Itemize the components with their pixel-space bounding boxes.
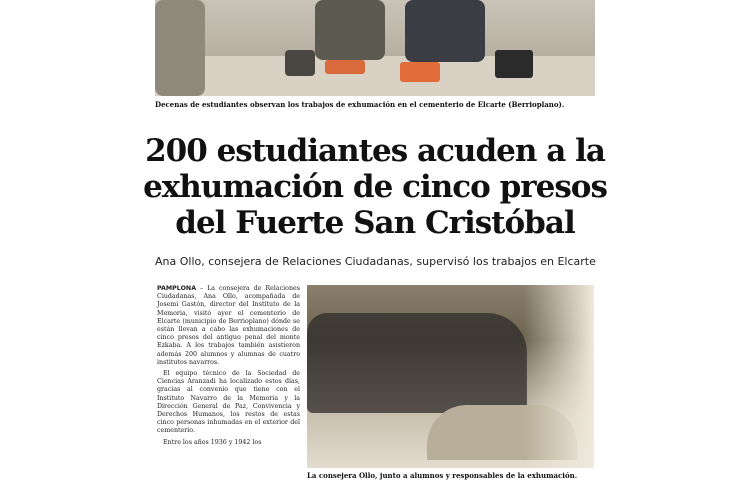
headline-line: del Fuerte San Cristóbal	[175, 205, 575, 241]
dateline: PAMPLONA	[157, 285, 197, 292]
headline-line: 200 estudiantes acuden a la	[145, 133, 605, 169]
top-photo-caption: Decenas de estudiantes observan los trabajos de exhumación en el cementerio de Elcarte (Berrioplano).	[155, 100, 565, 109]
subheadline: Ana Ollo, consejera de Relaciones Ciudadanas, supervisó los trabajos en Elcarte	[155, 255, 596, 268]
main-photo	[307, 285, 594, 468]
top-photo	[155, 0, 595, 96]
article-paragraph: PAMPLONA – La consejera de Relaciones Ciudadanas, Ana Ollo, acompañada de Josemi Gastón, director del Instituto de la Memoria, visitó ayer el cementerio de Elcarte (municipio de Berrioplano) dónde se están llevan a cabo las exhumaciones de cinco presos del antiguo penal del monte Ezkaba. A los trabajos también asistieron además 200 alumnos y alumnas de cuatro institutos navarros.	[157, 285, 300, 366]
article-paragraph: El equipo técnico de la Sociedad de Ciencias Aranzadi ha localizado estos días, gracias al convenio que tiene con el Instituto Navarro de la Memoria y la Dirección General de Paz, Convivencia y Derechos Humanos, los restos de estas cinco personas inhumadas en el exterior del cementerio.	[157, 370, 300, 435]
article-body	[157, 285, 300, 450]
main-photo-caption: La consejera Ollo, junto a alumnos y responsables de la exhumación.	[307, 471, 578, 480]
headline-line: exhumación de cinco presos	[143, 169, 607, 205]
headline	[130, 133, 620, 241]
article-paragraph: Entre los años 1936 y 1942 los	[163, 438, 262, 446]
